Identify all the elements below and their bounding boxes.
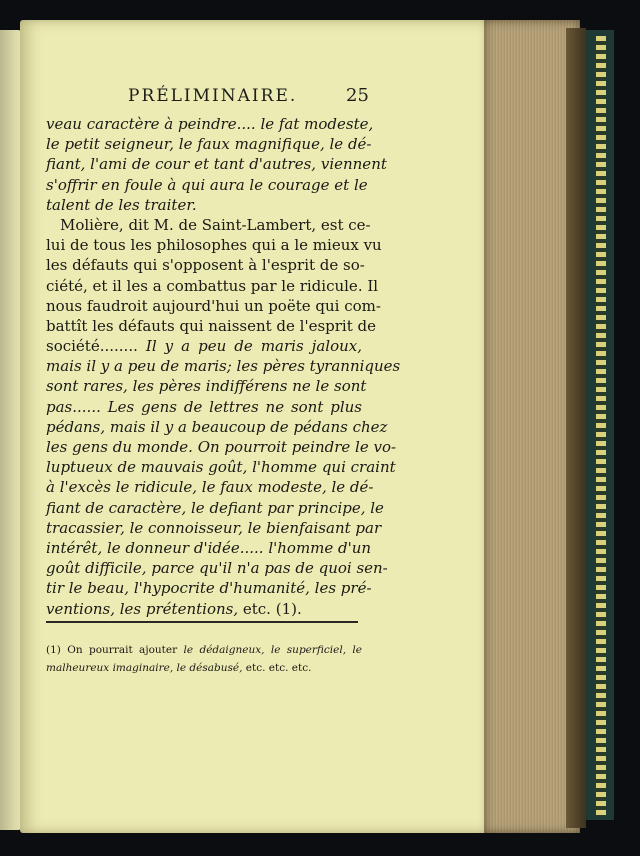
page-edges-shadow [566, 28, 586, 828]
line-text: luptueux de mauvais goût, l'homme qui craint [46, 458, 396, 477]
footnote-rule [46, 621, 358, 623]
text-line [46, 558, 388, 578]
line-text: mais il y a peu de maris; les pères tyranniques [46, 357, 401, 376]
text-line [46, 296, 381, 316]
body-text [46, 114, 401, 619]
line-text: ciété, et il les a combattus par le ridicule. Il [46, 276, 379, 295]
left-page-edge [0, 30, 22, 830]
text-line [46, 518, 382, 538]
line-text: tracassier, le connoisseur, le bienfaisant par [46, 518, 382, 537]
footnote-text: (1) On pourrait ajouter [46, 644, 178, 656]
cover-gilt-band [596, 36, 606, 816]
line-text: pédans, mais il y a beaucoup de pédans chez [46, 417, 388, 436]
text-line [46, 397, 362, 417]
footnote-italic: le dédaigneux, le superficiel, le [183, 644, 362, 656]
line-text: intérêt, le donneur d'idée..... l'homme d'un [46, 538, 372, 557]
footnote-italic: malheureux imaginaire, le désabusé, [46, 662, 243, 674]
line-text: battît les défauts qui naissent de l'esprit de [46, 316, 377, 335]
text-line [46, 599, 362, 619]
text-line [46, 417, 388, 437]
text-line [46, 235, 382, 255]
line-text: lui de tous les philosophes qui a le mieux vu [46, 236, 382, 255]
text-line [46, 175, 368, 195]
running-head: PRÉLIMINAIRE. [128, 86, 298, 106]
text-line [46, 336, 362, 356]
footnote [46, 641, 362, 677]
text-line [46, 134, 372, 154]
text-line [46, 215, 371, 235]
text-line [46, 154, 387, 174]
line-text-rest: etc. (1). [238, 599, 302, 618]
line-text: fiant, l'ami de cour et tant d'autres, viennent [46, 155, 387, 174]
footnote-text: etc. etc. etc. [245, 662, 312, 674]
line-text: Molière, dit M. de Saint-Lambert, est ce- [60, 215, 371, 234]
line-text: s'offrir en foule à qui aura le courage et le [46, 175, 368, 194]
line-text: sont rares, les pères indifférens ne le sont [46, 377, 367, 396]
line-text-rest: Il y a peu de maris jaloux, [137, 337, 362, 356]
text-line [46, 437, 397, 457]
line-text: veau caractère à peindre.... le fat modeste, [46, 115, 374, 133]
text-line [46, 477, 374, 497]
text-line [46, 276, 379, 296]
footnote-line [46, 659, 362, 677]
text-line [46, 316, 377, 336]
line-text: nous faudroit aujourd'hui un poëte qui com- [46, 296, 381, 315]
text-line [46, 195, 362, 215]
text-line [46, 356, 401, 376]
line-text: ventions, les prétentions, [46, 599, 239, 618]
line-text: les gens du monde. On pourroit peindre le vo- [46, 438, 397, 456]
line-text: à l'excès le ridicule, le faux modeste, le dé- [46, 478, 374, 497]
line-text: tir le beau, l'hypocrite d'humanité, les pré- [46, 579, 372, 598]
line-text: le petit seigneur, le faux magnifique, le dé- [46, 135, 372, 154]
line-text: les défauts qui s'opposent à l'esprit de so- [46, 256, 365, 275]
text-line [46, 255, 365, 275]
page-number: 25 [346, 85, 369, 106]
text-line [46, 457, 396, 477]
text-line [46, 114, 374, 134]
page-header [46, 85, 369, 108]
text-line [46, 538, 372, 558]
line-text: pas...... Les gens de lettres ne sont plus [46, 397, 362, 416]
line-text: société........ [46, 337, 138, 356]
text-line [46, 376, 367, 396]
line-text: fiant de caractère, le defiant par principe, le [46, 498, 384, 517]
text-line [46, 578, 372, 598]
line-text: talent de les traiter. [46, 195, 197, 214]
line-text: goût difficile, parce qu'il n'a pas de quoi sen- [46, 559, 388, 578]
text-line [46, 498, 384, 518]
footnote-line [46, 641, 362, 659]
